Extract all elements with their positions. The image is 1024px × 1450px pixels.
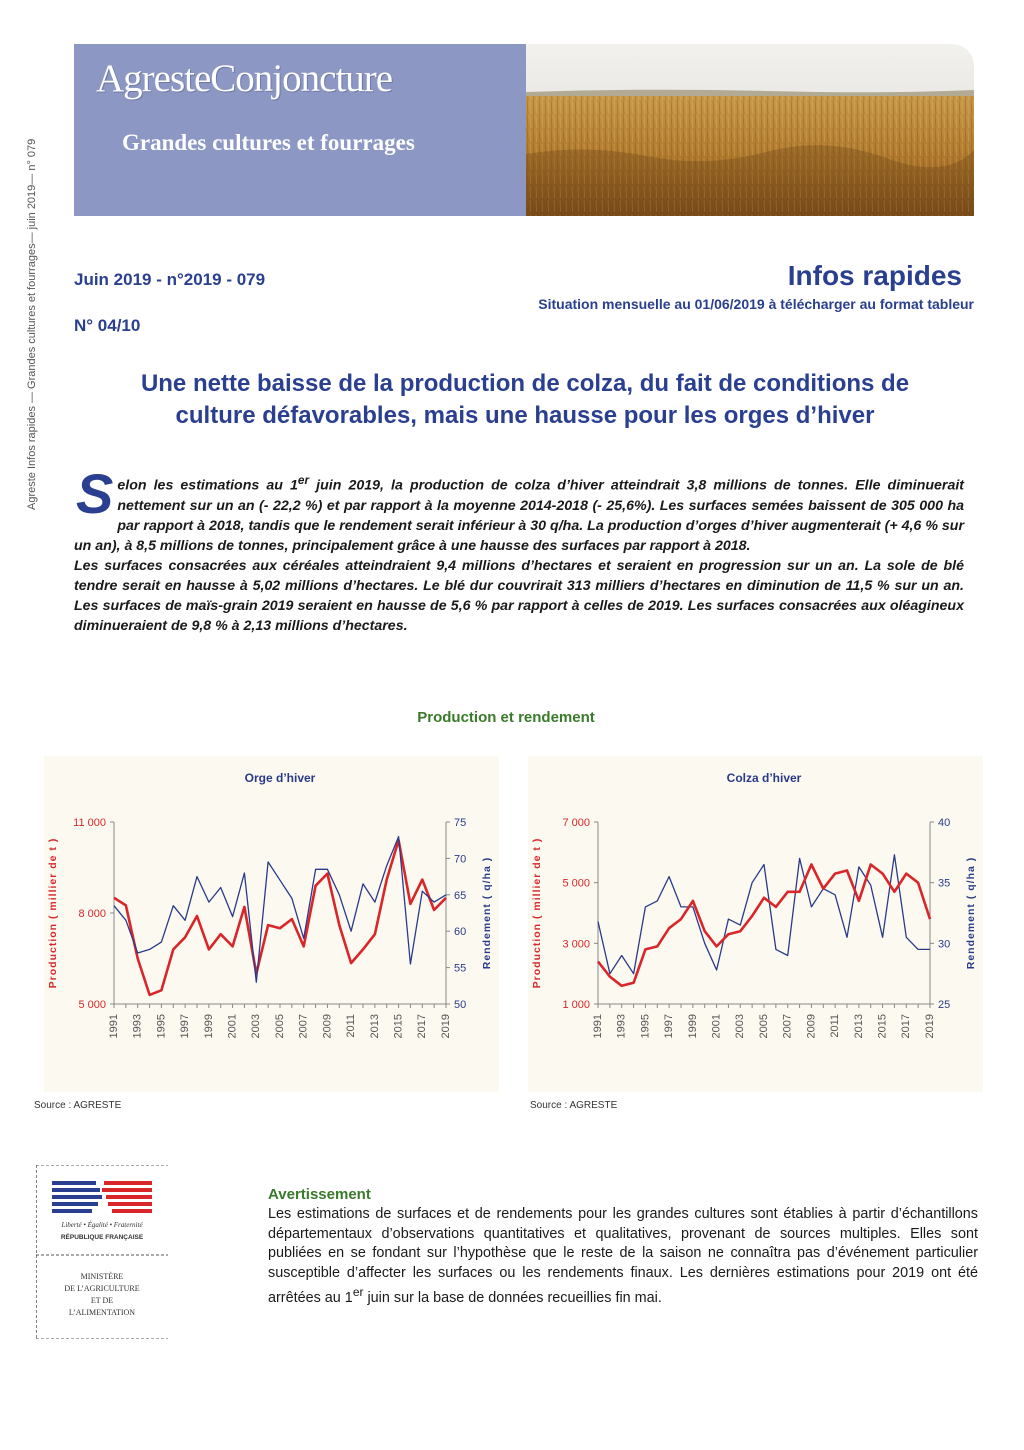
y-tick-label-left: 1 000 xyxy=(562,999,590,1011)
production-line xyxy=(114,840,446,995)
y-tick-label-left: 8 000 xyxy=(78,908,106,920)
brand-title: AgresteConjoncture xyxy=(96,57,393,100)
series-subtitle: Situation mensuelle au 01/06/2019 à télécharger au format tableur xyxy=(538,296,974,312)
chart-colza-hiver xyxy=(528,756,983,1092)
y-tick-label-left: 11 000 xyxy=(73,817,106,829)
y-tick-label-right: 35 xyxy=(938,877,951,890)
x-tick-label: 2011 xyxy=(345,1014,358,1038)
intro-p1-sup: er xyxy=(297,473,310,487)
x-tick-label: 1995 xyxy=(155,1014,168,1039)
x-tick-label: 2017 xyxy=(900,1014,913,1039)
avertissement-text-start: Les estimations de surfaces et de rendements pour les grandes cultures sont établies à partir d’échantillons départementaux d’observations quantitatives et qualitatives, provenant de sources multiples. Elles sont publiées en se fondant sur l’hypothèse que le reste de la saison ne connaîtra pas d’événement particulier susceptible d’affecter les surfaces ou les rendements finaux. Les dernières estimations pour 2019 ont été arrêtées au 1 xyxy=(268,1206,978,1306)
logo-ministere-2: DE L’AGRICULTURE xyxy=(64,1284,140,1293)
x-tick-label: 2017 xyxy=(416,1014,429,1039)
avertissement-text xyxy=(268,1205,978,1308)
chart-panel-colza xyxy=(528,756,983,1092)
y-tick-label-left: 3 000 xyxy=(562,938,590,951)
x-tick-label: 1995 xyxy=(639,1014,652,1039)
y-tick-label-right: 50 xyxy=(454,999,467,1011)
x-tick-label: 1991 xyxy=(107,1014,120,1039)
headline xyxy=(60,368,990,432)
chart-orge-hiver xyxy=(44,756,499,1092)
chart-title: Colza d’hiver xyxy=(726,771,802,785)
x-tick-label: 2007 xyxy=(781,1014,794,1039)
y-tick-label-left: 5 000 xyxy=(562,877,590,890)
y-tick-label-right: 40 xyxy=(938,817,951,829)
wheat-field-photo xyxy=(526,44,974,216)
x-tick-label: 2015 xyxy=(876,1014,889,1039)
chart-panel-orge xyxy=(44,756,499,1092)
x-tick-label: 2019 xyxy=(439,1014,452,1039)
issue-number: N° 04/10 xyxy=(74,316,141,335)
x-tick-label: 2013 xyxy=(368,1014,381,1039)
x-tick-label: 2007 xyxy=(297,1014,310,1039)
y-tick-label-right: 70 xyxy=(454,853,467,866)
x-tick-label: 2001 xyxy=(710,1014,723,1039)
y-label-right: Rendement ( q/ha ) xyxy=(481,856,493,970)
y-tick-label-right: 65 xyxy=(454,889,467,902)
x-tick-label: 1997 xyxy=(663,1014,676,1039)
source-left: Source : AGRESTE xyxy=(34,1100,122,1111)
y-tick-label-left: 5 000 xyxy=(78,999,106,1011)
intro-p1-start: elon les estimations au 1 xyxy=(117,477,298,494)
x-tick-label: 2003 xyxy=(250,1014,263,1039)
series-title: Infos rapides xyxy=(787,260,962,291)
ministry-logo xyxy=(36,1165,168,1339)
banner xyxy=(74,44,974,216)
intro-text xyxy=(74,462,965,636)
logo-ministere-4: L’ALIMENTATION xyxy=(68,1308,136,1317)
y-tick-label-right: 30 xyxy=(938,938,951,951)
x-tick-label: 2013 xyxy=(852,1014,865,1039)
headline-line-1: Une nette baisse de la production de colza, du fait de conditions de xyxy=(140,370,910,397)
logo-ministere-1: MINISTÈRE xyxy=(80,1272,124,1281)
source-right: Source : AGRESTE xyxy=(530,1100,618,1111)
dropcap: S xyxy=(76,462,114,525)
x-tick-label: 1999 xyxy=(202,1014,215,1039)
side-strip xyxy=(26,40,40,510)
y-tick-label-right: 60 xyxy=(454,926,467,939)
y-tick-label-left: 7 000 xyxy=(562,817,590,829)
x-tick-label: 1993 xyxy=(131,1014,144,1039)
intro-paragraph-2: Les surfaces consacrées aux céréales atteindraient 9,4 millions d’hectares et seraient en progression sur un an. La sole de blé tendre serait en hausse à 5,02 millions d’hectares. Le blé dur couvrirait 313 milliers d’hectares en diminution de 11,5 % sur un an. Les surfaces de maïs-grain 2019 seraient en hausse de 5,6 % par rapport à celles de 2019. Les surfaces consacrées aux oléagineux diminueraient de 9,8 % à 2,13 millions d’hectares. xyxy=(74,557,964,634)
y-tick-label-right: 55 xyxy=(454,962,467,975)
logo-ministere-3: ET DE xyxy=(90,1296,114,1305)
x-tick-label: 2003 xyxy=(734,1014,747,1039)
x-tick-label: 1997 xyxy=(179,1014,192,1039)
x-tick-label: 2005 xyxy=(757,1014,770,1039)
x-tick-label: 2001 xyxy=(226,1014,239,1039)
x-tick-label: 1999 xyxy=(686,1014,699,1039)
marianne-logo xyxy=(36,1165,168,1339)
y-label-left: Production ( millier de t ) xyxy=(47,837,59,989)
issue-line: Juin 2019 - n°2019 - 079 xyxy=(74,270,266,289)
brand-subtitle: Grandes cultures et fourrages xyxy=(122,130,415,155)
y-label-right: Rendement ( q/ha ) xyxy=(965,856,977,970)
marianne-red xyxy=(102,1181,152,1213)
x-tick-label: 2015 xyxy=(392,1014,405,1039)
x-tick-label: 2011 xyxy=(829,1014,842,1038)
logo-republique: RÉPUBLIQUE FRANÇAISE xyxy=(60,1234,144,1241)
x-tick-label: 2019 xyxy=(923,1014,936,1039)
avertissement-title: Avertissement xyxy=(268,1186,371,1203)
y-label-left: Production ( millier de t ) xyxy=(531,837,543,989)
x-tick-label: 1991 xyxy=(591,1014,604,1039)
x-tick-label: 2009 xyxy=(321,1014,334,1039)
marianne-blue xyxy=(52,1181,102,1213)
intro-p1-rest: juin 2019, la production de colza d’hiver atteindrait 3,8 millions de tonnes. Elle diminuerait nettement sur un an (- 22,2 %) et par rapport à la moyenne 2014-2018 (- 25,6%). Les surfaces semées baissent de 305 000 ha par rapport à 2018, tandis que le rendement serait inférieur à 30 q/ha. La production d’orges d’hiver augmenterait (+ 4,6 % sur un an), à 8,5 millions de tonnes, principalement grâce à une hausse des surfaces par rapport à 2018. xyxy=(74,477,965,554)
y-tick-label-right: 25 xyxy=(938,999,951,1011)
x-tick-label: 2009 xyxy=(805,1014,818,1039)
intro-paragraph-1 xyxy=(74,462,965,556)
x-tick-label: 1993 xyxy=(615,1014,628,1039)
x-tick-label: 2005 xyxy=(273,1014,286,1039)
section-title: Production et rendement xyxy=(417,709,595,726)
side-strip-text: Agreste Infos rapides — Grandes cultures et fourrages— juin 2019— n° 079 xyxy=(26,138,38,510)
avertissement-sup: er xyxy=(352,1285,364,1299)
avertissement-text-rest: juin sur la base de données recueillies fin mai. xyxy=(363,1289,662,1306)
y-tick-label-right: 75 xyxy=(454,817,467,829)
banner-brand-panel xyxy=(74,44,526,216)
logo-motto: Liberté • Égalité • Fraternité xyxy=(61,1221,143,1229)
rendement-line xyxy=(114,837,446,983)
wheat-field-image xyxy=(526,44,974,216)
headline-line-2: culture défavorables, mais une hausse pour les orges d’hiver xyxy=(175,402,875,429)
chart-title: Orge d’hiver xyxy=(244,771,316,785)
